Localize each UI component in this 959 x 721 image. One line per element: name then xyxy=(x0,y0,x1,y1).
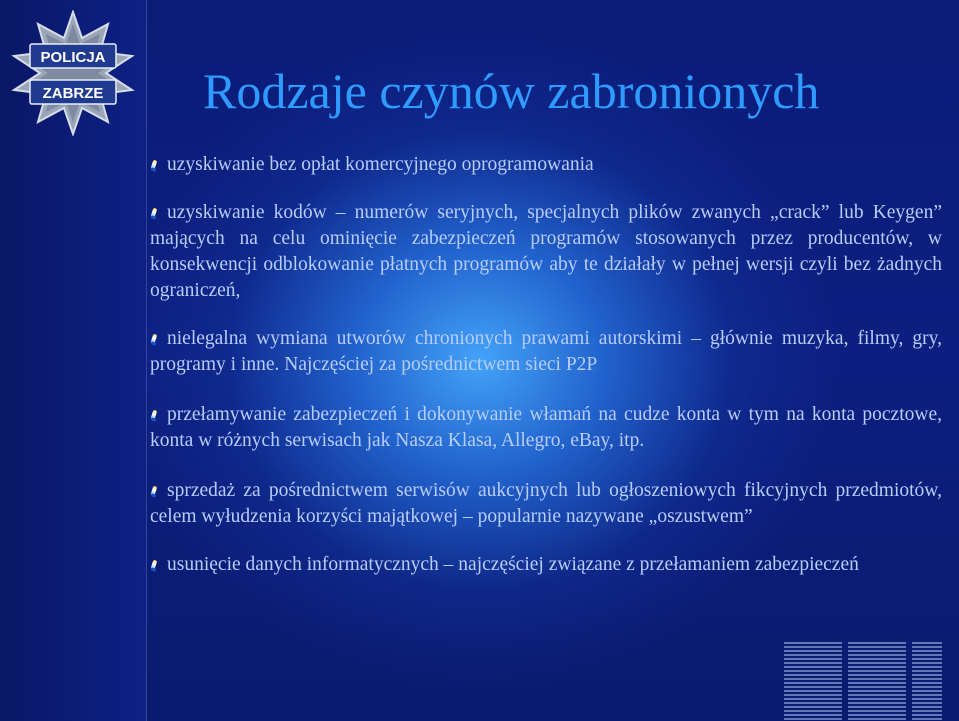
decorative-stripes xyxy=(782,642,942,721)
logo-line1: POLICJA xyxy=(40,49,106,66)
slide-title: Rodzaje czynów zabronionych xyxy=(203,63,820,119)
list-item-text: usunięcie danych informatycznych – najczęściej związane z przełamaniem zabezpieczeń xyxy=(167,554,859,575)
list-item-text: przełamywanie zabezpieczeń i dokonywanie włamań na cudze konta w tym na konta pocztowe, konta w różnych serwisach jak Nasza Klasa, Allegro, eBay, itp. xyxy=(150,404,942,451)
list-item xyxy=(150,326,942,378)
stripe-block xyxy=(784,642,842,721)
crayon-bullet-icon xyxy=(150,560,159,571)
list-item-text: uzyskiwanie bez opłat komercyjnego oprogramowania xyxy=(167,154,594,175)
crayon-bullet-icon xyxy=(150,410,159,421)
list-item xyxy=(150,152,942,178)
list-item xyxy=(150,200,942,304)
bullet-list xyxy=(150,152,942,578)
stripe-block xyxy=(848,642,906,721)
police-badge-logo xyxy=(10,10,136,136)
left-sidebar xyxy=(0,0,147,721)
crayon-bullet-icon xyxy=(150,160,159,171)
list-item xyxy=(150,552,942,578)
list-item xyxy=(150,478,942,530)
crayon-bullet-icon xyxy=(150,334,159,345)
crayon-bullet-icon xyxy=(150,208,159,219)
list-item-text: uzyskiwanie kodów – numerów seryjnych, specjalnych plików zwanych „crack” lub Keygen” mających na celu ominięcie zabezpieczeń programów stosowanych przez producentów, w konsekwencji odblokowanie płatnych programów aby te działały w pełnej wersji czyli bez żadnych ograniczeń, xyxy=(150,202,942,301)
logo-line2: ZABRZE xyxy=(42,85,104,102)
stripe-block xyxy=(912,642,942,721)
crayon-bullet-icon xyxy=(150,486,159,497)
list-item-text: nielegalna wymiana utworów chronionych prawami autorskimi – głównie muzyka, filmy, gry, programy i inne. Najczęściej za pośrednictwem sieci P2P xyxy=(150,328,942,375)
list-item xyxy=(150,402,942,454)
list-item-text: sprzedaż za pośrednictwem serwisów aukcyjnych lub ogłoszeniowych fikcyjnych przedmiotów, celem wyłudzenia korzyści majątkowej – popularnie nazywane „oszustwem” xyxy=(150,480,942,527)
